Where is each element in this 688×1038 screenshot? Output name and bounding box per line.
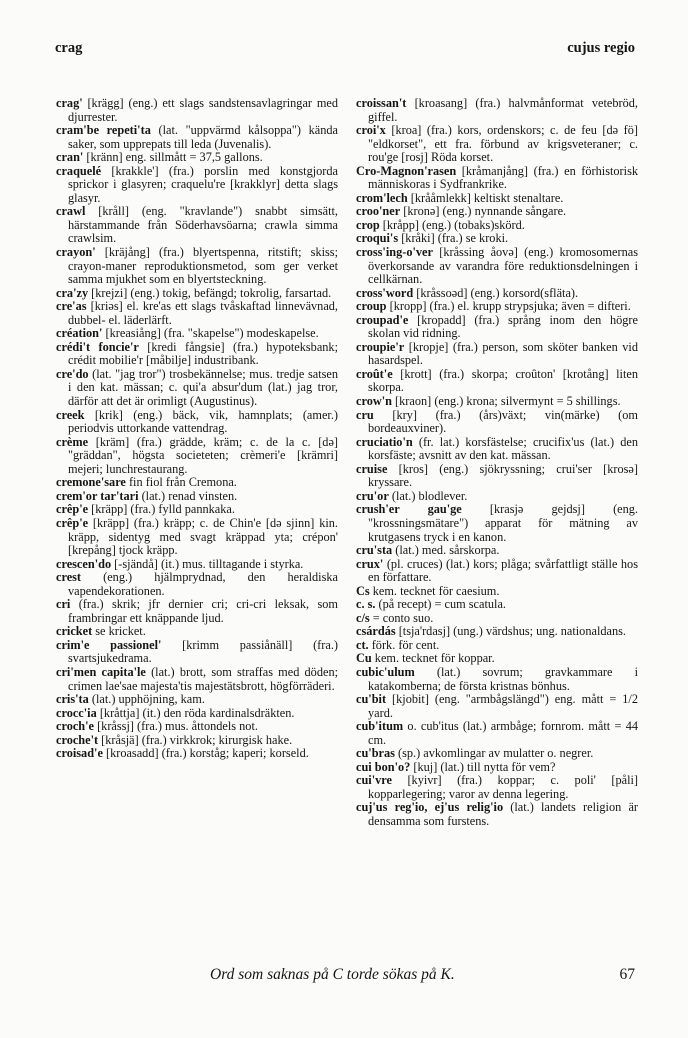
entry-headword: croi'x — [356, 123, 386, 138]
entry-headword: cru'or — [356, 488, 389, 503]
dictionary-entry — [356, 585, 638, 599]
dictionary-entry — [356, 774, 638, 801]
dictionary-entry — [356, 246, 638, 287]
dictionary-entry — [56, 205, 338, 246]
entry-definition: (lat.) upphöjning, kam. — [88, 692, 205, 707]
dictionary-entry — [356, 219, 638, 233]
entry-headword: création' — [56, 326, 103, 341]
entry-definition: (lat.) brott, som straffas med döden; crimen lae'sae majesta'tis majestätsbrott, högförräderi. — [68, 664, 339, 693]
entry-headword: cross'word — [356, 285, 414, 300]
entry-definition: [kräpp] (fra.) fylld pannkaka. — [88, 502, 235, 517]
entry-headword: croisad'e — [56, 746, 103, 761]
entry-definition: [kråssoəd] (eng.) korsord(sfläta). — [413, 285, 579, 300]
entry-definition: [krååmlekk] keltiskt stenaltare. — [407, 190, 564, 205]
footer-note: Ord som saknas på C torde sökas på K. — [210, 966, 455, 983]
entry-definition: [krott] (fra.) skorpa; croûton' [krotång] liten skorpa. — [368, 366, 638, 395]
entry-headword: crédi't foncie'r — [56, 339, 139, 354]
entry-headword: crim'e passionel' — [56, 637, 162, 652]
entry-definition: [krakkle'] (fra.) porslin med konstgjorda sprickor i glasyren; craquelu're [krakklyr] detta slags glasyr. — [68, 163, 338, 205]
entry-definition: [kråki] (fra.) se kroki. — [398, 231, 509, 246]
dictionary-entry — [356, 97, 638, 124]
entry-headword: cru'sta — [356, 543, 393, 558]
entry-headword: creek — [56, 407, 85, 422]
entry-definition: (fra.) skrik; jfr dernier cri; cri-cri leksak, som frambringar ett knäppande ljud. — [68, 597, 338, 625]
dictionary-entry — [56, 97, 338, 124]
entry-headword: crow'n — [356, 394, 392, 409]
entry-definition: [kreasiång] (fra. "skapelse") modeskapelse. — [102, 326, 319, 341]
entry-definition: [kyivr] (fra.) koppar; c. poli' [påli] kopparlegering; varor av denna legering. — [368, 773, 638, 801]
running-head-right: cujus regio — [567, 40, 635, 56]
dictionary-entry — [56, 368, 338, 409]
dictionary-entry — [356, 232, 638, 246]
entry-headword: cross'ing-o'ver — [356, 245, 433, 260]
entry-definition: [krik] (eng.) bäck, vik, hamnplats; (amer.) periodvis uttorkande vattendrag. — [68, 407, 338, 436]
entry-headword: crop — [356, 217, 380, 232]
entry-headword: crêp'e — [56, 515, 89, 530]
entry-definition: [kråsjä] (fra.) virkkrok; kirurgisk hake. — [98, 732, 293, 747]
entry-headword: crayon' — [56, 245, 96, 260]
entry-definition: [kråttja] (it.) den röda kardinalsdräkten. — [96, 705, 295, 720]
dictionary-entry — [56, 124, 338, 151]
dictionary-entry — [356, 544, 638, 558]
dictionary-entry — [56, 490, 338, 504]
entry-headword: crawl — [56, 204, 86, 219]
entry-headword: croupad'e — [356, 312, 409, 327]
entry-definition: [kränn] eng. sillmått = 37,5 gallons. — [83, 150, 263, 165]
dictionary-entry — [356, 490, 638, 504]
entry-headword: crux' — [356, 556, 384, 571]
entry-headword: cuj'us reg'io, ej'us relig'io — [356, 800, 504, 815]
dictionary-entry — [56, 165, 338, 206]
entry-definition: förk. för cent. — [368, 637, 440, 652]
dictionary-entry — [56, 558, 338, 572]
entry-headword: croch'e — [56, 719, 95, 734]
entry-definition: [kråssing åovə] (eng.) kromosomernas överkorsande av varandra före reduktionsdelningen i cellkärnan. — [368, 245, 638, 287]
entry-headword: csárdás — [356, 624, 396, 639]
entry-definition: se kricket. — [92, 624, 146, 639]
entry-definition: [kropp] (fra.) el. krupp strypsjuka; även = difteri. — [386, 299, 631, 314]
entry-definition: [kros] (eng.) sjökryssning; crui'ser [krosə] kryssare. — [368, 461, 638, 490]
entry-headword: cris'ta — [56, 692, 89, 707]
entry-definition: [kroasadd] (fra.) korståg; kaperi; korseld. — [102, 746, 309, 761]
entry-definition: [krejzi] (eng.) tokig, befängd; tokrolig, farsartad. — [88, 285, 332, 300]
dictionary-entry — [356, 463, 638, 490]
entry-definition: kem. tecknet för caesium. — [369, 583, 500, 598]
dictionary-entry — [356, 124, 638, 165]
entry-definition: [krimm passiånäll] (fra.) svartsjukedrama. — [68, 637, 338, 666]
entry-definition: [kronə] (eng.) nynnande sångare. — [400, 204, 567, 219]
entry-headword: crush'er gau'ge — [356, 502, 462, 517]
entry-headword: crescen'do — [56, 556, 112, 571]
dictionary-entry — [56, 409, 338, 436]
dictionary-entry — [356, 652, 638, 666]
dictionary-entry — [56, 300, 338, 327]
entry-headword: cub'itum — [356, 719, 404, 734]
entry-definition: [kredi fångsie] (fra.) hypoteksbank; crédit mobilie'r [måbilje] industribank. — [68, 339, 338, 368]
dictionary-entry — [356, 314, 638, 341]
dictionary-entry — [356, 625, 638, 639]
entry-definition: (lat.) blodlever. — [388, 488, 468, 503]
entry-headword: Cro-Magnon'rasen — [356, 163, 457, 178]
dictionary-entry — [56, 287, 338, 301]
entry-headword: craquelé — [56, 163, 102, 178]
entry-headword: cre'do — [56, 366, 89, 381]
entry-headword: croissan't — [356, 96, 407, 110]
entry-headword: cui bon'o? — [356, 759, 411, 774]
dictionary-entry — [356, 639, 638, 653]
entry-definition: (på recept) = cum scatula. — [375, 597, 506, 612]
entry-headword: c. s. — [356, 597, 376, 612]
dictionary-entry — [356, 205, 638, 219]
entry-headword: ct. — [356, 637, 369, 652]
entry-headword: crest — [56, 570, 82, 585]
dictionary-entry — [356, 300, 638, 314]
entry-headword: cri — [56, 597, 71, 612]
dictionary-entry — [56, 571, 338, 598]
entry-headword: cu'bras — [356, 746, 395, 761]
entry-headword: c/s — [356, 610, 370, 625]
entry-headword: crème — [56, 434, 89, 449]
entry-headword: croût'e — [356, 366, 393, 381]
entry-definition: [-sjändå] (it.) mus. tilltagande i styrka. — [111, 556, 304, 571]
left-column — [56, 97, 338, 761]
running-head-left: crag — [55, 40, 83, 56]
dictionary-entry — [56, 693, 338, 707]
entry-definition: [kropadd] (fra.) språng inom den högre skolan vid ridning. — [368, 312, 638, 341]
dictionary-entry — [56, 639, 338, 666]
dictionary-entry — [356, 761, 638, 775]
dictionary-entry — [356, 368, 638, 395]
entry-definition: (lat.) landets religion är densamma som furstens. — [368, 800, 638, 828]
dictionary-entry — [56, 625, 338, 639]
dictionary-entry — [356, 598, 638, 612]
entry-definition: (lat.) med. sårskorpa. — [392, 543, 500, 558]
entry-headword: Cs — [356, 583, 370, 598]
entry-definition: [kråpp] (eng.) (tobaks)skörd. — [379, 217, 525, 232]
entry-headword: cremone'sare — [56, 475, 126, 490]
entry-headword: cricket — [56, 624, 93, 639]
entry-definition: [kriəs] el. kre'as ett slags tvåskaftad linnevävnad, dubbel- el. läderlärft. — [68, 299, 338, 327]
entry-definition: (pl. cruces) (lat.) kors; plåga; svårfattligt ställe hos en författare. — [368, 556, 638, 585]
dictionary-entry — [56, 341, 338, 368]
entry-definition: (lat.) renad vinsten. — [138, 488, 238, 503]
dictionary-entry — [356, 747, 638, 761]
entry-headword: cre'as — [56, 299, 87, 314]
dictionary-entry — [56, 476, 338, 490]
entry-headword: cran' — [56, 150, 84, 165]
dictionary-entry — [56, 666, 338, 693]
entry-headword: Cu — [356, 651, 372, 666]
entry-headword: croqui's — [356, 231, 399, 246]
dictionary-entry — [356, 503, 638, 544]
dictionary-entry — [356, 395, 638, 409]
entry-definition: [kry] (fra.) (års)växt; vin(märke) (om bordeauxviner). — [368, 407, 638, 436]
entry-definition: [kråssj] (fra.) mus. åttondels not. — [94, 719, 258, 734]
dictionary-entry — [356, 192, 638, 206]
dictionary-entry — [356, 409, 638, 436]
entry-definition: [kropje] (fra.) person, som sköter banken vid hasardspel. — [368, 339, 638, 368]
entry-definition: [kuj] (lat.) till nytta för vem? — [410, 759, 556, 774]
dictionary-entry — [56, 503, 338, 517]
entry-definition: [kräm] (fra.) grädde, kräm; c. de la c. [də] "gräddan", högsta societeten; crèmeri'e [krämri] mejeri; lunchrestaurang. — [68, 434, 338, 476]
entry-headword: crem'or tar'tari — [56, 488, 139, 503]
dictionary-entry — [356, 287, 638, 301]
entry-definition: [krasjə gejdsj] (eng. "krossningsmätare") apparat för mätning av krutgasens tryck i en kanon. — [368, 502, 638, 544]
entry-headword: cu'bit — [356, 692, 387, 707]
entry-definition: fin fiol från Cremona. — [125, 475, 237, 490]
entry-definition: [krägg] (eng.) ett slags sandstensavlagringar med djurrester. — [68, 96, 338, 124]
entry-definition: (lat. "uppvärmd kålsoppa") kända saker, som upprepats till leda (Juvenalis). — [68, 123, 338, 151]
dictionary-entry — [56, 327, 338, 341]
entry-headword: cri'men capita'le — [56, 664, 146, 679]
dictionary-entry — [56, 436, 338, 477]
entry-definition: (fr. lat.) korsfästelse; crucifix'us (lat.) den korsfäste; avsnitt av den kat. mässan. — [368, 434, 638, 463]
dictionary-entry — [356, 693, 638, 720]
dictionary-entry — [356, 801, 638, 828]
entry-definition: [kräpp] (fra.) kräpp; c. de Chin'e [də sjinn] kin. kräpp, sidentyg med svagt kräppad yta; crépon' [krepång] tjock kräpp. — [68, 515, 338, 558]
dictionary-entry — [56, 517, 338, 558]
entry-definition: [kråll] (eng. "kravlande") snabbt simsätt, härstammande från Söderhavsöarna; crawla simma crawlsim. — [68, 204, 338, 246]
dictionary-entry — [356, 666, 638, 693]
dictionary-entry — [56, 707, 338, 721]
dictionary-entry — [356, 720, 638, 747]
entry-definition: [kroa] (fra.) kors, ordenskors; c. de feu [də fö] "eldkorset", ett fra. förbund av krigsveteraner; c. rou'ge [rosj] Röda korset. — [368, 123, 638, 165]
entry-definition: (lat. "jag tror") trosbekännelse; mus. tredje satsen i den kat. mässan; c. qui'a absur'dum (lat.) jag tror, därför att det är orimligt (Augustinus). — [68, 366, 338, 409]
entry-headword: cruciatio'n — [356, 434, 413, 449]
entry-definition: [kjobit] (eng. "armbågslängd") eng. mått = 1/2 yard. — [368, 692, 638, 720]
entry-definition: (sp.) avkomlingar av mulatter o. negrer. — [394, 746, 594, 761]
dictionary-entry — [356, 612, 638, 626]
dictionary-entry — [56, 734, 338, 748]
entry-headword: cruise — [356, 461, 388, 476]
right-column — [356, 97, 638, 829]
dictionary-entry — [356, 436, 638, 463]
entry-definition: = conto suo. — [369, 610, 434, 625]
entry-headword: cru — [356, 407, 374, 422]
entry-definition: [tsja'rdasj] (ung.) värdshus; ung. nationaldans. — [395, 624, 626, 639]
entry-headword: crom'lech — [356, 190, 408, 205]
entry-definition: kem. tecknet för koppar. — [371, 651, 495, 666]
entry-headword: cra'zy — [56, 285, 89, 300]
page-number: 67 — [619, 966, 635, 983]
entry-headword: croo'ner — [356, 204, 401, 219]
entry-headword: cui'vre — [356, 773, 392, 788]
entry-definition: (lat.) sovrum; gravkammare i katakomberna; de första kristnas bönhus. — [368, 664, 638, 693]
dictionary-entry — [356, 341, 638, 368]
dictionary-entry — [56, 246, 338, 287]
entry-headword: croupie'r — [356, 339, 405, 354]
entry-headword: crocc'ia — [56, 705, 97, 720]
entry-definition: [kräjång] (fra.) blyertspenna, ritstift; skiss; crayon-maner reproduktionsmetod, som ger verket samma mjukhet som en blyertsteckning. — [68, 245, 338, 287]
dictionary-entry — [56, 151, 338, 165]
entry-definition: [kroasang] (fra.) halvmånformat vetebröd, giffel. — [368, 96, 638, 124]
dictionary-entry — [56, 598, 338, 625]
entry-definition: [kråmanjång] (fra.) en förhistorisk människoras i Sydfrankrike. — [368, 163, 638, 192]
entry-headword: croup — [356, 299, 387, 314]
entry-headword: cram'be repeti'ta — [56, 123, 151, 138]
entry-definition: [kraon] (eng.) krona; silvermynt = 5 shillings. — [391, 394, 621, 409]
entry-headword: cubic'ulum — [356, 664, 415, 679]
entry-headword: crêp'e — [56, 502, 89, 517]
dictionary-entry — [356, 558, 638, 585]
dictionary-entry — [356, 165, 638, 192]
dictionary-entry — [56, 747, 338, 761]
entry-headword: crag' — [56, 96, 83, 110]
entry-definition: o. cub'itus (lat.) armbåge; fornrom. mått = 44 cm. — [368, 719, 638, 747]
dictionary-entry — [56, 720, 338, 734]
entry-headword: croche't — [56, 732, 99, 747]
entry-definition: (eng.) hjälmprydnad, den heraldiska vapendekorationen. — [68, 570, 338, 598]
